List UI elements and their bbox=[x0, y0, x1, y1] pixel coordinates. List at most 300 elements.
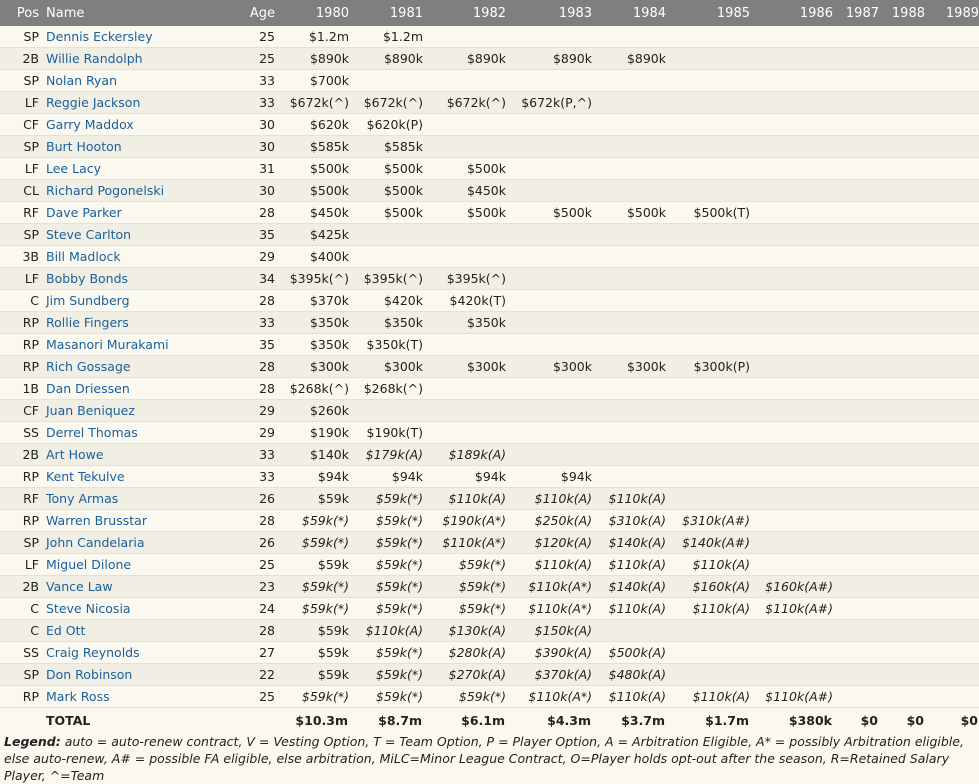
total-age-spacer bbox=[243, 708, 275, 733]
position-cell: RP bbox=[0, 686, 43, 708]
player-link[interactable]: Rollie Fingers bbox=[46, 315, 129, 330]
salary-cell bbox=[423, 224, 506, 246]
salary-cell bbox=[506, 114, 592, 136]
age-cell: 31 bbox=[243, 158, 275, 180]
player-link[interactable]: Miguel Dilone bbox=[46, 557, 132, 572]
salary-cell bbox=[925, 70, 979, 92]
table-row bbox=[0, 488, 979, 510]
player-link[interactable]: Warren Brusstar bbox=[46, 513, 147, 528]
salary-cell: $140k(A) bbox=[592, 532, 666, 554]
name-cell bbox=[43, 532, 243, 554]
col-header-1987[interactable]: 1987 bbox=[833, 0, 879, 26]
salary-cell bbox=[592, 180, 666, 202]
salary-cell: $59k(*) bbox=[349, 576, 423, 598]
salary-cell bbox=[592, 466, 666, 488]
age-cell: 25 bbox=[243, 26, 275, 48]
salary-cell bbox=[423, 334, 506, 356]
salary-cell bbox=[666, 444, 750, 466]
salary-cell bbox=[750, 488, 833, 510]
salary-cell: $59k(*) bbox=[349, 510, 423, 532]
name-cell bbox=[43, 466, 243, 488]
salary-cell: $300k bbox=[423, 356, 506, 378]
salary-cell bbox=[666, 664, 750, 686]
salary-cell bbox=[833, 466, 879, 488]
salary-cell bbox=[506, 290, 592, 312]
salary-cell bbox=[879, 466, 925, 488]
salary-cell bbox=[925, 620, 979, 642]
name-cell bbox=[43, 686, 243, 708]
salary-cell: $350k bbox=[423, 312, 506, 334]
table-row bbox=[0, 334, 979, 356]
age-cell: 29 bbox=[243, 246, 275, 268]
salary-cell bbox=[879, 686, 925, 708]
player-link[interactable]: Dan Driessen bbox=[46, 381, 130, 396]
salary-cell bbox=[925, 26, 979, 48]
player-link[interactable]: Rich Gossage bbox=[46, 359, 131, 374]
salary-cell bbox=[833, 114, 879, 136]
col-header-1984[interactable]: 1984 bbox=[592, 0, 666, 26]
player-link[interactable]: Dave Parker bbox=[46, 205, 122, 220]
salary-cell bbox=[592, 620, 666, 642]
salary-cell: $110k(A) bbox=[666, 598, 750, 620]
salary-cell: $890k bbox=[423, 48, 506, 70]
name-cell bbox=[43, 664, 243, 686]
age-cell: 28 bbox=[243, 510, 275, 532]
salary-cell bbox=[666, 246, 750, 268]
table-row bbox=[0, 598, 979, 620]
salary-cell: $268k(^) bbox=[275, 378, 349, 400]
legend-title: Legend: bbox=[4, 734, 61, 749]
total-row bbox=[0, 708, 979, 733]
age-cell: 35 bbox=[243, 224, 275, 246]
salary-cell bbox=[592, 136, 666, 158]
salary-cell bbox=[506, 444, 592, 466]
salary-cell bbox=[423, 246, 506, 268]
age-cell: 35 bbox=[243, 334, 275, 356]
salary-cell: $59k(*) bbox=[349, 532, 423, 554]
salary-cell bbox=[750, 466, 833, 488]
table-row bbox=[0, 664, 979, 686]
salary-cell bbox=[750, 158, 833, 180]
salary-cell bbox=[879, 620, 925, 642]
position-cell: RP bbox=[0, 334, 43, 356]
salary-cell bbox=[423, 422, 506, 444]
player-link[interactable]: Mark Ross bbox=[46, 689, 110, 704]
col-header-1981[interactable]: 1981 bbox=[349, 0, 423, 26]
salary-cell bbox=[423, 136, 506, 158]
position-cell: SP bbox=[0, 26, 43, 48]
age-cell: 30 bbox=[243, 114, 275, 136]
salary-cell bbox=[592, 92, 666, 114]
salary-cell: $59k(*) bbox=[275, 532, 349, 554]
table-row bbox=[0, 136, 979, 158]
salary-cell bbox=[925, 488, 979, 510]
salary-cell bbox=[592, 158, 666, 180]
legend-text: auto = auto-renew contract, V = Vesting Option, T = Team Option, P = Player Option, A = Arbitration Eligible, A* = possibly Arbitration eligible, else auto-renew, A# = possible FA eligible, else arbitration, MiLC=Minor League Contract, O=Player holds opt-out after the season, R=Retained Salary Player, ^=Team bbox=[4, 734, 964, 783]
col-header-1982[interactable]: 1982 bbox=[423, 0, 506, 26]
salary-cell bbox=[750, 26, 833, 48]
col-header-1980[interactable]: 1980 bbox=[275, 0, 349, 26]
salary-cell bbox=[592, 378, 666, 400]
table-row bbox=[0, 48, 979, 70]
salary-cell bbox=[833, 334, 879, 356]
salary-cell bbox=[750, 70, 833, 92]
col-header-1989[interactable]: 1989 bbox=[925, 0, 979, 26]
salary-cell bbox=[879, 576, 925, 598]
salary-cell: $500k(A) bbox=[592, 642, 666, 664]
player-link[interactable]: Ed Ott bbox=[46, 623, 86, 638]
table-row bbox=[0, 576, 979, 598]
salary-cell bbox=[666, 92, 750, 114]
salary-cell: $140k bbox=[275, 444, 349, 466]
age-cell: 25 bbox=[243, 686, 275, 708]
salary-cell bbox=[833, 686, 879, 708]
name-cell bbox=[43, 620, 243, 642]
player-link[interactable]: Juan Beniquez bbox=[46, 403, 135, 418]
player-link[interactable]: Nolan Ryan bbox=[46, 73, 118, 88]
salary-cell: $672k(^) bbox=[275, 92, 349, 114]
salary-cell: $59k(*) bbox=[275, 598, 349, 620]
salary-cell bbox=[833, 180, 879, 202]
salary-cell bbox=[506, 136, 592, 158]
salary-cell: $395k(^) bbox=[423, 268, 506, 290]
salary-cell: $350k bbox=[275, 312, 349, 334]
salary-cell bbox=[879, 224, 925, 246]
salary-cell bbox=[506, 224, 592, 246]
table-row bbox=[0, 224, 979, 246]
table-row bbox=[0, 422, 979, 444]
salary-cell: $94k bbox=[275, 466, 349, 488]
total-1981: $8.7m bbox=[378, 712, 422, 728]
salary-cell bbox=[925, 444, 979, 466]
table-row bbox=[0, 554, 979, 576]
salary-cell bbox=[423, 70, 506, 92]
table-row bbox=[0, 312, 979, 334]
table-row bbox=[0, 92, 979, 114]
position-cell: 3B bbox=[0, 246, 43, 268]
salary-cell: $480k(A) bbox=[592, 664, 666, 686]
salary-cell: $59k bbox=[275, 554, 349, 576]
table-row bbox=[0, 444, 979, 466]
salary-cell: $620k(P) bbox=[349, 114, 423, 136]
position-cell: LF bbox=[0, 92, 43, 114]
salary-cell bbox=[506, 422, 592, 444]
salary-cell bbox=[666, 334, 750, 356]
age-cell: 34 bbox=[243, 268, 275, 290]
salary-cell bbox=[750, 202, 833, 224]
name-cell bbox=[43, 224, 243, 246]
position-cell: SP bbox=[0, 70, 43, 92]
player-link[interactable]: Masanori Murakami bbox=[46, 337, 169, 352]
salary-cell: $110k(A) bbox=[506, 488, 592, 510]
name-cell bbox=[43, 48, 243, 70]
salary-cell: $350k bbox=[349, 312, 423, 334]
player-link[interactable]: Art Howe bbox=[46, 447, 104, 462]
total-1989: $0 bbox=[960, 712, 978, 728]
salary-cell: $94k bbox=[423, 466, 506, 488]
salary-cell: $700k bbox=[275, 70, 349, 92]
age-cell: 25 bbox=[243, 554, 275, 576]
position-cell: 2B bbox=[0, 48, 43, 70]
player-link[interactable]: Lee Lacy bbox=[46, 161, 101, 176]
salary-cell: $130k(A) bbox=[423, 620, 506, 642]
salary-cell: $500k bbox=[506, 202, 592, 224]
salary-cell: $300k bbox=[592, 356, 666, 378]
salary-cell: $300k bbox=[275, 356, 349, 378]
table-row bbox=[0, 510, 979, 532]
salary-cell bbox=[750, 224, 833, 246]
name-cell bbox=[43, 378, 243, 400]
salary-cell bbox=[833, 488, 879, 510]
player-link[interactable]: Jim Sundberg bbox=[46, 293, 130, 308]
salary-cell: $110k(A) bbox=[592, 686, 666, 708]
salary-cell bbox=[750, 642, 833, 664]
salary-cell bbox=[833, 532, 879, 554]
salary-cell bbox=[879, 48, 925, 70]
salary-cell: $370k bbox=[275, 290, 349, 312]
table-row bbox=[0, 70, 979, 92]
salary-cell bbox=[925, 136, 979, 158]
col-header-1983[interactable]: 1983 bbox=[506, 0, 592, 26]
player-link[interactable]: Bobby Bonds bbox=[46, 271, 129, 286]
salary-cell: $110k(A) bbox=[423, 488, 506, 510]
salary-cell: $190k(T) bbox=[349, 422, 423, 444]
age-cell: 33 bbox=[243, 92, 275, 114]
salary-cell bbox=[666, 312, 750, 334]
player-link[interactable]: Tony Armas bbox=[46, 491, 119, 506]
salary-cell bbox=[925, 268, 979, 290]
salary-cell bbox=[592, 246, 666, 268]
salary-cell bbox=[879, 334, 925, 356]
salary-cell: $310k(A#) bbox=[666, 510, 750, 532]
salary-cell bbox=[833, 422, 879, 444]
col-header-pos[interactable]: Pos bbox=[0, 0, 43, 26]
salary-cell bbox=[925, 224, 979, 246]
player-link[interactable]: Steve Carlton bbox=[46, 227, 132, 242]
name-cell bbox=[43, 92, 243, 114]
salary-cell bbox=[833, 400, 879, 422]
salary-cell: $270k(A) bbox=[423, 664, 506, 686]
salary-cell: $110k(A) bbox=[349, 620, 423, 642]
salary-cell bbox=[750, 444, 833, 466]
player-link[interactable]: John Candelaria bbox=[46, 535, 145, 550]
salary-cell bbox=[925, 334, 979, 356]
total-label: TOTAL bbox=[46, 712, 91, 728]
salary-cell bbox=[506, 400, 592, 422]
table-row bbox=[0, 400, 979, 422]
name-cell bbox=[43, 114, 243, 136]
total-spacer bbox=[0, 708, 43, 733]
player-link[interactable]: Derrel Thomas bbox=[46, 425, 138, 440]
salary-cell: $420k(T) bbox=[423, 290, 506, 312]
salary-cell bbox=[879, 642, 925, 664]
col-header-1988[interactable]: 1988 bbox=[879, 0, 925, 26]
player-link[interactable]: Kent Tekulve bbox=[46, 469, 125, 484]
salary-cell bbox=[833, 70, 879, 92]
salary-cell bbox=[879, 92, 925, 114]
salary-cell: $395k(^) bbox=[275, 268, 349, 290]
salary-cell: $672k(^) bbox=[423, 92, 506, 114]
salary-cell: $150k(A) bbox=[506, 620, 592, 642]
salary-cell bbox=[349, 70, 423, 92]
age-cell: 26 bbox=[243, 532, 275, 554]
player-link[interactable]: Richard Pogonelski bbox=[46, 183, 165, 198]
salary-cell: $500k bbox=[423, 158, 506, 180]
player-link[interactable]: Craig Reynolds bbox=[46, 645, 140, 660]
player-link[interactable]: Don Robinson bbox=[46, 667, 133, 682]
position-cell: RP bbox=[0, 312, 43, 334]
salary-cell bbox=[750, 290, 833, 312]
total-1987: $0 bbox=[860, 712, 878, 728]
salary-cell bbox=[666, 378, 750, 400]
salary-cell: $59k(*) bbox=[423, 554, 506, 576]
salary-cell: $672k(^) bbox=[349, 92, 423, 114]
position-cell: SS bbox=[0, 422, 43, 444]
salary-cell bbox=[506, 26, 592, 48]
salary-cell bbox=[879, 26, 925, 48]
col-header-age[interactable]: Age bbox=[243, 0, 275, 26]
col-header-1986[interactable]: 1986 bbox=[750, 0, 833, 26]
salary-cell: $160k(A#) bbox=[750, 576, 833, 598]
name-cell bbox=[43, 422, 243, 444]
salary-cell: $110k(A) bbox=[666, 554, 750, 576]
age-cell: 28 bbox=[243, 620, 275, 642]
salary-cell bbox=[750, 554, 833, 576]
player-link[interactable]: Steve Nicosia bbox=[46, 601, 131, 616]
salary-cell bbox=[925, 114, 979, 136]
salary-cell: $500k bbox=[423, 202, 506, 224]
total-1988: $0 bbox=[906, 712, 924, 728]
name-cell bbox=[43, 180, 243, 202]
salary-cell bbox=[925, 356, 979, 378]
table-row bbox=[0, 378, 979, 400]
salary-cell bbox=[750, 620, 833, 642]
position-cell: SP bbox=[0, 224, 43, 246]
salary-cell bbox=[879, 290, 925, 312]
salary-cell: $500k bbox=[349, 202, 423, 224]
name-cell bbox=[43, 598, 243, 620]
salary-cell bbox=[925, 532, 979, 554]
salary-cell: $59k(*) bbox=[349, 642, 423, 664]
salary-cell bbox=[666, 488, 750, 510]
salary-cell bbox=[879, 356, 925, 378]
table-body bbox=[0, 26, 979, 708]
player-link[interactable]: Reggie Jackson bbox=[46, 95, 141, 110]
salary-cell bbox=[666, 466, 750, 488]
table-row bbox=[0, 356, 979, 378]
table-row bbox=[0, 246, 979, 268]
name-cell bbox=[43, 268, 243, 290]
salary-cell bbox=[879, 378, 925, 400]
salary-cell: $59k(*) bbox=[275, 510, 349, 532]
salary-cell bbox=[879, 114, 925, 136]
name-cell bbox=[43, 26, 243, 48]
age-cell: 29 bbox=[243, 422, 275, 444]
player-link[interactable]: Bill Madlock bbox=[46, 249, 121, 264]
player-link[interactable]: Willie Randolph bbox=[46, 51, 143, 66]
salary-cell bbox=[879, 422, 925, 444]
salary-cell: $500k bbox=[275, 180, 349, 202]
header-row bbox=[0, 0, 979, 26]
position-cell: RP bbox=[0, 466, 43, 488]
age-cell: 28 bbox=[243, 290, 275, 312]
age-cell: 29 bbox=[243, 400, 275, 422]
salary-cell bbox=[423, 400, 506, 422]
salary-cell bbox=[666, 268, 750, 290]
table-row bbox=[0, 158, 979, 180]
player-link[interactable]: Dennis Eckersley bbox=[46, 29, 153, 44]
salary-cell bbox=[666, 26, 750, 48]
salary-cell bbox=[833, 510, 879, 532]
salary-cell: $300k(P) bbox=[666, 356, 750, 378]
position-cell: C bbox=[0, 598, 43, 620]
salary-cell: $672k(P,^) bbox=[506, 92, 592, 114]
salary-cell: $59k bbox=[275, 642, 349, 664]
salary-cell: $59k(*) bbox=[275, 576, 349, 598]
salary-cell: $59k(*) bbox=[423, 686, 506, 708]
col-header-name[interactable]: Name bbox=[43, 0, 243, 26]
player-link[interactable]: Burt Hooton bbox=[46, 139, 122, 154]
age-cell: 25 bbox=[243, 48, 275, 70]
player-link[interactable]: Garry Maddox bbox=[46, 117, 134, 132]
name-cell bbox=[43, 510, 243, 532]
age-cell: 30 bbox=[243, 136, 275, 158]
salary-cell bbox=[833, 554, 879, 576]
salary-cell: $585k bbox=[275, 136, 349, 158]
salary-cell bbox=[879, 444, 925, 466]
salary-cell bbox=[592, 422, 666, 444]
salary-cell: $450k bbox=[275, 202, 349, 224]
position-cell: SP bbox=[0, 664, 43, 686]
salary-cell bbox=[666, 620, 750, 642]
salary-cell: $110k(A*) bbox=[506, 598, 592, 620]
salary-cell bbox=[833, 290, 879, 312]
table-row bbox=[0, 686, 979, 708]
salary-cell: $110k(A) bbox=[666, 686, 750, 708]
salary-cell: $59k bbox=[275, 620, 349, 642]
salary-cell bbox=[592, 114, 666, 136]
salary-cell bbox=[925, 510, 979, 532]
salary-cell bbox=[592, 224, 666, 246]
salary-cell: $500k bbox=[349, 158, 423, 180]
salary-cell: $94k bbox=[349, 466, 423, 488]
salary-cell bbox=[750, 334, 833, 356]
position-cell: RP bbox=[0, 510, 43, 532]
salary-cell bbox=[423, 378, 506, 400]
salary-cell: $110k(A#) bbox=[750, 598, 833, 620]
salary-cell bbox=[506, 158, 592, 180]
salary-cell bbox=[833, 268, 879, 290]
position-cell: CL bbox=[0, 180, 43, 202]
salary-cell bbox=[506, 334, 592, 356]
position-cell: 2B bbox=[0, 576, 43, 598]
position-cell: RF bbox=[0, 202, 43, 224]
salary-cell bbox=[750, 356, 833, 378]
salary-cell: $110k(A*) bbox=[423, 532, 506, 554]
salary-cell: $300k bbox=[349, 356, 423, 378]
salary-cell bbox=[592, 290, 666, 312]
table-row bbox=[0, 268, 979, 290]
col-header-1985[interactable]: 1985 bbox=[666, 0, 750, 26]
salary-cell bbox=[750, 510, 833, 532]
table-row bbox=[0, 26, 979, 48]
salary-cell bbox=[666, 180, 750, 202]
position-cell: LF bbox=[0, 268, 43, 290]
age-cell: 28 bbox=[243, 356, 275, 378]
position-cell: 2B bbox=[0, 444, 43, 466]
player-link[interactable]: Vance Law bbox=[46, 579, 113, 594]
salary-cell: $110k(A) bbox=[592, 488, 666, 510]
